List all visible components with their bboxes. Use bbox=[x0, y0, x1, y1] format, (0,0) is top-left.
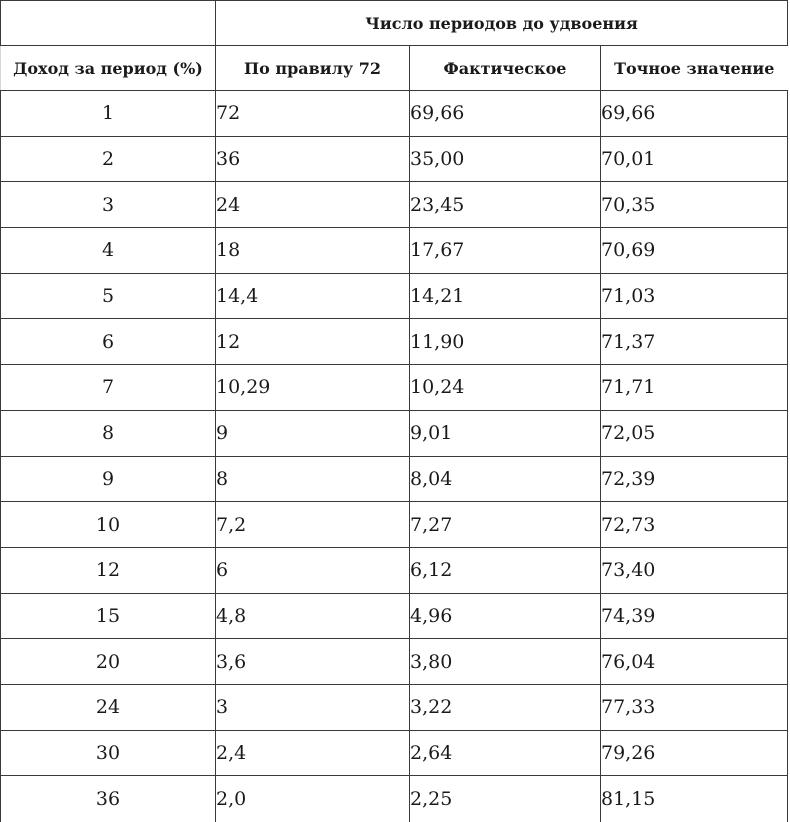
cell-rule-72: 6 bbox=[216, 547, 410, 593]
cell-actual: 14,21 bbox=[410, 273, 601, 319]
cell-exact: 79,26 bbox=[601, 730, 788, 776]
column-header-actual: Фактическое bbox=[410, 46, 601, 91]
table-row bbox=[1, 365, 788, 411]
table-row bbox=[1, 273, 788, 319]
cell-rule-72: 7,2 bbox=[216, 502, 410, 548]
cell-income: 15 bbox=[1, 593, 216, 639]
cell-exact: 76,04 bbox=[601, 639, 788, 685]
cell-income: 6 bbox=[1, 319, 216, 365]
table-row bbox=[1, 502, 788, 548]
cell-rule-72: 2,0 bbox=[216, 776, 410, 822]
cell-income: 24 bbox=[1, 684, 216, 730]
cell-income: 20 bbox=[1, 639, 216, 685]
table-row bbox=[1, 547, 788, 593]
cell-actual: 35,00 bbox=[410, 136, 601, 182]
cell-rule-72: 10,29 bbox=[216, 365, 410, 411]
cell-exact: 70,35 bbox=[601, 182, 788, 228]
cell-rule-72: 2,4 bbox=[216, 730, 410, 776]
cell-exact: 73,40 bbox=[601, 547, 788, 593]
table-row bbox=[1, 593, 788, 639]
cell-actual: 9,01 bbox=[410, 410, 601, 456]
cell-exact: 71,03 bbox=[601, 273, 788, 319]
cell-actual: 11,90 bbox=[410, 319, 601, 365]
table-row bbox=[1, 456, 788, 502]
cell-rule-72: 4,8 bbox=[216, 593, 410, 639]
cell-rule-72: 72 bbox=[216, 91, 410, 137]
cell-exact: 69,66 bbox=[601, 91, 788, 137]
cell-income: 3 bbox=[1, 182, 216, 228]
cell-exact: 77,33 bbox=[601, 684, 788, 730]
cell-exact: 71,37 bbox=[601, 319, 788, 365]
table-row bbox=[1, 91, 788, 137]
cell-rule-72: 9 bbox=[216, 410, 410, 456]
cell-rule-72: 36 bbox=[216, 136, 410, 182]
column-header-exact: Точное значение bbox=[601, 46, 788, 91]
column-header-rule-72: По правилу 72 bbox=[216, 46, 410, 91]
table-row bbox=[1, 776, 788, 822]
empty-corner-cell bbox=[1, 1, 216, 46]
cell-income: 7 bbox=[1, 365, 216, 411]
table-row bbox=[1, 319, 788, 365]
cell-actual: 3,22 bbox=[410, 684, 601, 730]
cell-income: 12 bbox=[1, 547, 216, 593]
table-row bbox=[1, 410, 788, 456]
table-row bbox=[1, 182, 788, 228]
cell-income: 5 bbox=[1, 273, 216, 319]
table-row bbox=[1, 136, 788, 182]
cell-income: 1 bbox=[1, 91, 216, 137]
cell-actual: 4,96 bbox=[410, 593, 601, 639]
cell-rule-72: 24 bbox=[216, 182, 410, 228]
cell-actual: 3,80 bbox=[410, 639, 601, 685]
table-row bbox=[1, 684, 788, 730]
table-row bbox=[1, 730, 788, 776]
cell-actual: 7,27 bbox=[410, 502, 601, 548]
cell-actual: 10,24 bbox=[410, 365, 601, 411]
cell-exact: 81,15 bbox=[601, 776, 788, 822]
cell-exact: 71,71 bbox=[601, 365, 788, 411]
cell-actual: 69,66 bbox=[410, 91, 601, 137]
table-body bbox=[1, 91, 788, 822]
column-header-row bbox=[1, 46, 788, 91]
cell-exact: 72,05 bbox=[601, 410, 788, 456]
cell-rule-72: 3,6 bbox=[216, 639, 410, 685]
group-header: Число периодов до удвоения bbox=[216, 1, 788, 46]
cell-rule-72: 3 bbox=[216, 684, 410, 730]
column-header-income: Доход за период (%) bbox=[1, 46, 216, 91]
cell-exact: 70,69 bbox=[601, 228, 788, 274]
cell-exact: 74,39 bbox=[601, 593, 788, 639]
cell-rule-72: 8 bbox=[216, 456, 410, 502]
cell-income: 36 bbox=[1, 776, 216, 822]
cell-income: 9 bbox=[1, 456, 216, 502]
cell-exact: 70,01 bbox=[601, 136, 788, 182]
group-header-row bbox=[1, 1, 788, 46]
cell-actual: 2,64 bbox=[410, 730, 601, 776]
cell-income: 2 bbox=[1, 136, 216, 182]
cell-rule-72: 18 bbox=[216, 228, 410, 274]
cell-actual: 2,25 bbox=[410, 776, 601, 822]
cell-actual: 17,67 bbox=[410, 228, 601, 274]
table-row bbox=[1, 228, 788, 274]
cell-income: 4 bbox=[1, 228, 216, 274]
cell-exact: 72,73 bbox=[601, 502, 788, 548]
cell-income: 8 bbox=[1, 410, 216, 456]
cell-exact: 72,39 bbox=[601, 456, 788, 502]
cell-rule-72: 14,4 bbox=[216, 273, 410, 319]
cell-rule-72: 12 bbox=[216, 319, 410, 365]
cell-actual: 23,45 bbox=[410, 182, 601, 228]
cell-income: 10 bbox=[1, 502, 216, 548]
cell-actual: 6,12 bbox=[410, 547, 601, 593]
cell-income: 30 bbox=[1, 730, 216, 776]
table-row bbox=[1, 639, 788, 685]
cell-actual: 8,04 bbox=[410, 456, 601, 502]
